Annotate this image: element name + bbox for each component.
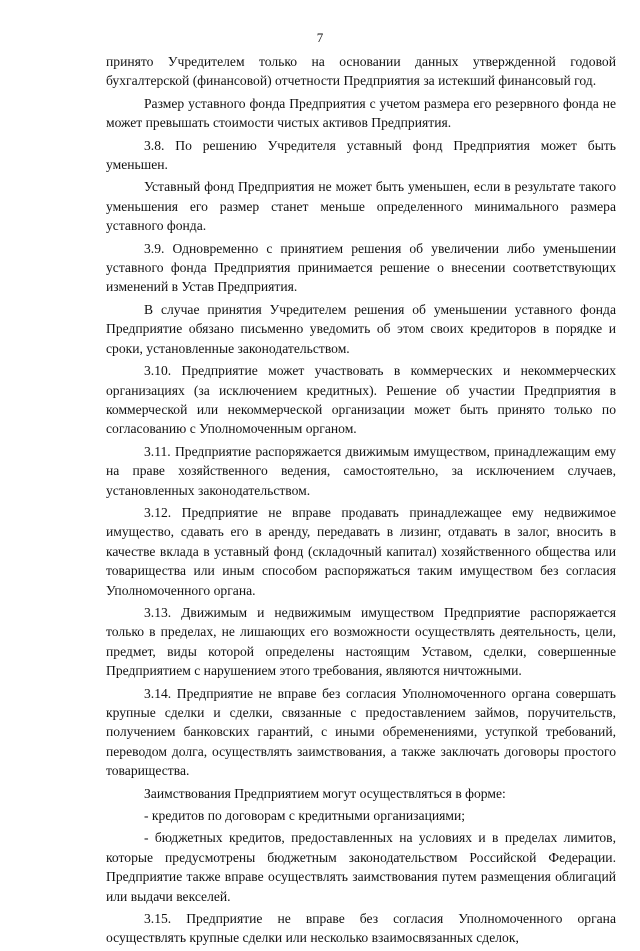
paragraph-3-12: 3.12. Предприятие не вправе продавать принадлежащее ему недвижимое имущество, сдавать его в аренду, передавать в лизинг, отдавать в залог, вносить в качестве вклада в уставный фонд (складочный капитал) хозяйственного общества или товарищества или иным способом распоряжаться таким имуществом без согласия Уполномоченного органа.: [106, 504, 616, 598]
paragraph-3-9: 3.9. Одновременно с принятием решения об увеличении либо уменьшении уставного фонда Предприятия принимается решение о внесении соответствующих изменений в Устав Предприятия.: [106, 240, 616, 295]
paragraph-3-15: 3.15. Предприятие не вправе без согласия Уполномоченного органа осуществлять крупные сделки или несколько взаимосвязанных сделок,: [106, 911, 616, 946]
paragraph-creditor-notice: В случае принятия Учредителем решения об уменьшении уставного фонда Предприятие обязано письменно уведомить об этом своих кредиторов в порядке и сроки, установленные законодательством.: [106, 301, 616, 356]
paragraph-3-10: 3.10. Предприятие может участвовать в коммерческих и некоммерческих организациях (за исключением кредитных). Решение об участии Предприятия в коммерческой или некоммерческой организации может быть принято только по согласованию с Уполномоченным органом.: [106, 363, 616, 437]
paragraph-fund-reduction: Уставный фонд Предприятия не может быть уменьшен, если в результате такого уменьшения его размер станет меньше определенного минимального размера уставного фонда.: [106, 179, 616, 234]
paragraph-3-14: 3.14. Предприятие не вправе без согласия Уполномоченного органа совершать крупные сделки и сделки, связанные с предоставлением займов, поручительств, получением банковских гарантий, с иными обременениями, уступкой требований, переводом долга, осуществлять заимствования, а также заключать договоры простого товарищества.: [106, 685, 616, 779]
page-number: 7: [316, 30, 324, 45]
paragraph-fund-size: Размер уставного фонда Предприятия с учетом размера его резервного фонда не может превышать стоимости чистых активов Предприятия.: [106, 95, 616, 131]
paragraph-3-13: 3.13. Движимым и недвижимым имуществом Предприятие распоряжается только в пределах, не лишающих его возможности осуществлять деятельность, цели, предмет, виды которой определены настоящим Уставом, сделки, совершенные Предприятием с нарушением этого требования, являются ничтожными.: [106, 604, 616, 679]
list-item-budget-credits: - бюджетных кредитов, предоставленных на условиях и в пределах лимитов, которые предусмотрены бюджетным законодательством Российской Федерации. Предприятие также вправе осуществлять заимствования путем размещения облигаций или выдачи векселей.: [106, 830, 616, 904]
paragraph-3-8: 3.8. По решению Учредителя уставный фонд Предприятия может быть уменьшен.: [106, 137, 616, 173]
paragraph-continuation: принято Учредителем только на основании данных утвержденной годовой бухгалтерской (финансовой) отчетности Предприятия за истекший финансовый год.: [106, 54, 616, 89]
paragraph-3-11: 3.11. Предприятие распоряжается движимым имуществом, принадлежащим ему на праве хозяйственного ведения, самостоятельно, за исключением случаев, установленных законодательством.: [106, 443, 616, 498]
document-body: [106, 52, 616, 951]
paragraph-borrowings: Заимствования Предприятием могут осуществляться в форме:: [144, 785, 506, 801]
list-item-credits: - кредитов по договорам с кредитными организациями;: [144, 808, 466, 824]
